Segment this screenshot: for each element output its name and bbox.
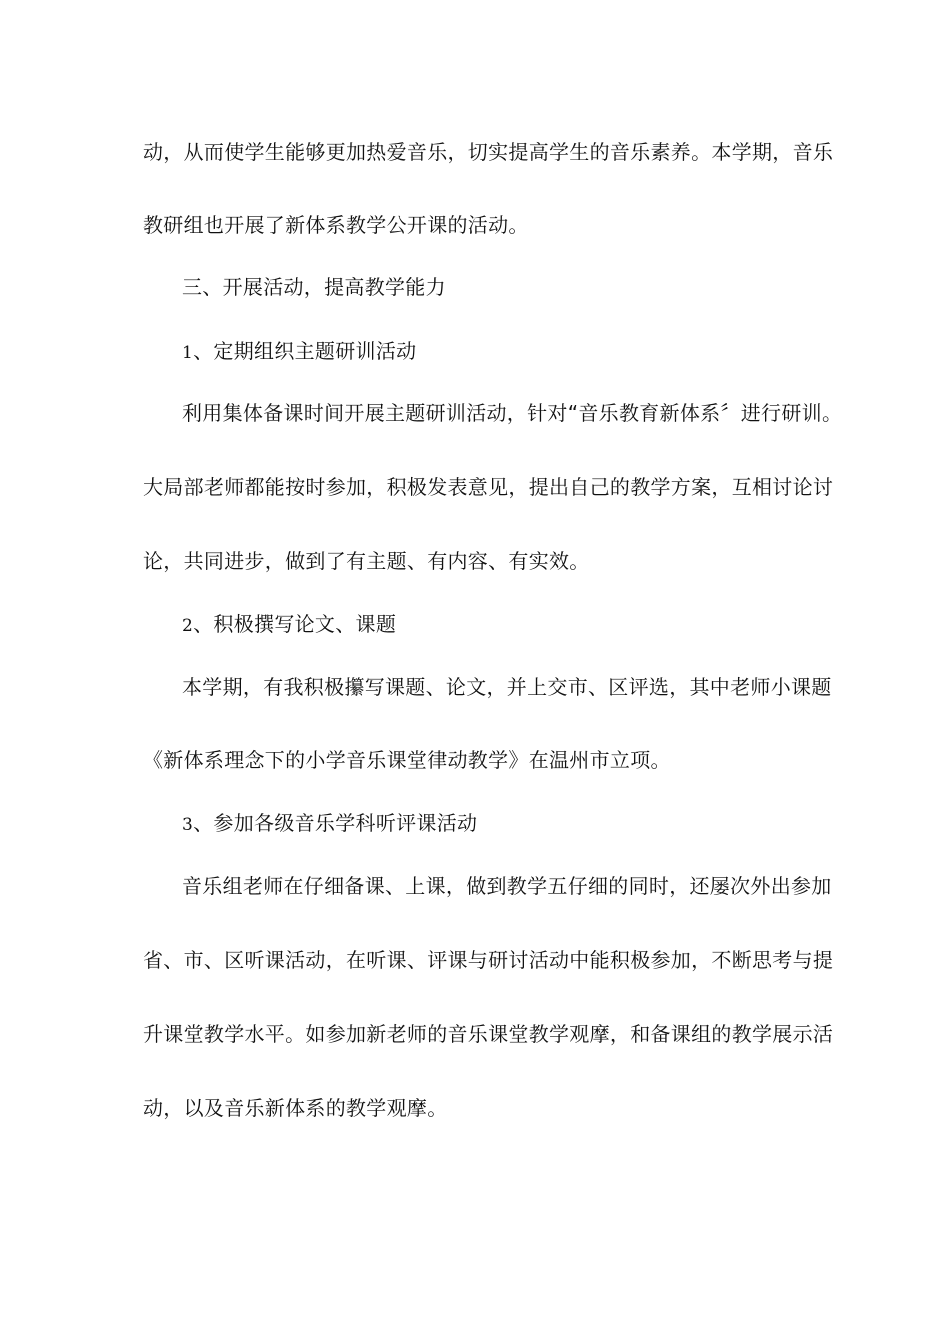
paragraph-line: 动，以及音乐新体系的教学观摩。 <box>143 1096 448 1120</box>
paragraph-line: 动，从而使学生能够更加热爱音乐，切实提高学生的音乐素养。本学期，音乐 <box>143 140 834 164</box>
paragraph-line: 本学期，有我积极攥写课题、论文，并上交市、区评选，其中老师小课题 <box>182 675 832 699</box>
paragraph-line: 《新体系理念下的小学音乐课堂律动教学》在温州市立项。 <box>143 748 671 772</box>
section-heading: 三、开展活动，提高教学能力 <box>182 275 446 299</box>
paragraph-line: 利用集体备课时间开展主题研训活动，针对“音乐教育新体系〞进行研训。 <box>182 401 843 425</box>
paragraph-line: 论，共同进步，做到了有主题、有内容、有实效。 <box>143 549 590 573</box>
subsection-number: 1 <box>182 343 194 363</box>
subsection-heading-1 <box>182 337 822 367</box>
subsection-number: 2 <box>182 616 194 636</box>
paragraph-line: 大局部老师都能按时参加，积极发表意见，提出自己的教学方案，互相讨论讨 <box>143 475 834 499</box>
paragraph-line: 教研组也开展了新体系教学公开课的活动。 <box>143 213 529 237</box>
paragraph-line: 音乐组老师在仔细备课、上课，做到教学五仔细的同时，还屡次外出参加 <box>182 874 832 898</box>
subsection-title: 、定期组织主题研训活动 <box>193 339 417 363</box>
subsection-title: 、积极撰写论文、课题 <box>193 612 397 636</box>
paragraph-line: 升课堂教学水平。如参加新老师的音乐课堂教学观摩，和备课组的教学展示活 <box>143 1022 834 1046</box>
subsection-heading-2 <box>182 610 822 640</box>
paragraph-line: 省、市、区听课活动，在听课、评课与研讨活动中能积极参加，不断思考与提 <box>143 948 834 972</box>
subsection-number: 3 <box>182 815 194 835</box>
subsection-title: 、参加各级音乐学科听评课活动 <box>193 811 478 835</box>
subsection-heading-3 <box>182 809 822 839</box>
